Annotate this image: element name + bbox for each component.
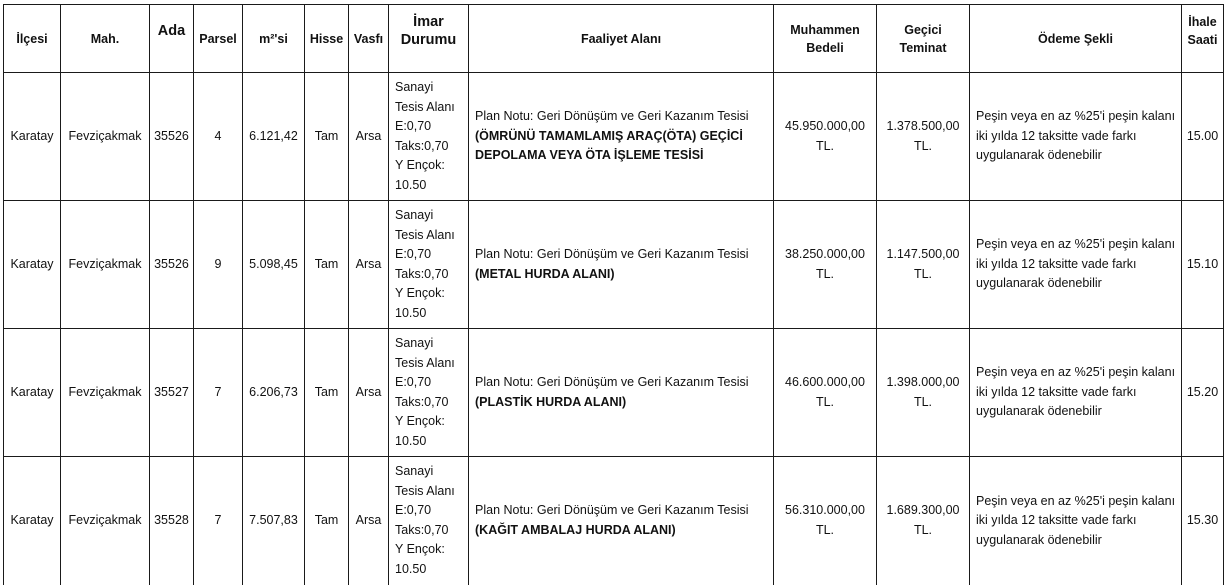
- cell-vasfi: Arsa: [349, 73, 389, 201]
- header-gecici: Geçici Teminat: [877, 5, 970, 73]
- cell-faaliyet: [469, 73, 774, 201]
- cell-muhammen: 38.250.000,00 TL.: [774, 201, 877, 329]
- cell-faaliyet: [469, 457, 774, 585]
- table-row: [4, 329, 1224, 457]
- header-mah: Mah.: [61, 5, 150, 73]
- cell-ilce: Karatay: [4, 329, 61, 457]
- cell-imar: Sanayi Tesis Alanı E:0,70 Taks:0,70 Y Ençok: 10.50: [389, 329, 469, 457]
- cell-parsel: 7: [194, 329, 243, 457]
- table-row: [4, 201, 1224, 329]
- header-row: [4, 5, 1224, 73]
- header-muhammen: Muhammen Bedeli: [774, 5, 877, 73]
- cell-gecici: 1.147.500,00 TL.: [877, 201, 970, 329]
- cell-mah: Fevziçakmak: [61, 457, 150, 585]
- cell-imar: Sanayi Tesis Alanı E:0,70 Taks:0,70 Y Ençok: 10.50: [389, 73, 469, 201]
- tender-table: [3, 4, 1224, 585]
- cell-ilce: Karatay: [4, 201, 61, 329]
- plan-note: Plan Notu: Geri Dönüşüm ve Geri Kazanım Tesisi: [475, 503, 749, 518]
- cell-parsel: 7: [194, 457, 243, 585]
- cell-ada: 35526: [150, 73, 194, 201]
- faaliyet-detail: (KAĞIT AMBALAJ HURDA ALANI): [475, 522, 676, 537]
- cell-faaliyet: [469, 329, 774, 457]
- cell-vasfi: Arsa: [349, 201, 389, 329]
- cell-odeme: Peşin veya en az %25'i peşin kalanı iki yılda 12 taksitte vade farkı uygulanarak ödenebilir: [970, 73, 1182, 201]
- cell-gecici: 1.398.000,00 TL.: [877, 329, 970, 457]
- faaliyet-detail: (METAL HURDA ALANI): [475, 266, 615, 281]
- cell-ilce: Karatay: [4, 457, 61, 585]
- header-imar: İmar Durumu: [389, 5, 469, 73]
- header-faaliyet: Faaliyet Alanı: [469, 5, 774, 73]
- faaliyet-detail: (ÖMRÜNÜ TAMAMLAMIŞ ARAÇ(ÖTA) GEÇİCİ DEPOLAMA VEYA ÖTA İŞLEME TESİSİ: [475, 128, 743, 163]
- cell-faaliyet: [469, 201, 774, 329]
- plan-note: Plan Notu: Geri Dönüşüm ve Geri Kazanım Tesisi: [475, 375, 749, 389]
- cell-hisse: Tam: [305, 201, 349, 329]
- cell-hisse: Tam: [305, 457, 349, 585]
- plan-note: Plan Notu: Geri Dönüşüm ve Geri Kazanım Tesisi: [475, 247, 749, 261]
- header-ada: Ada: [150, 5, 194, 73]
- cell-hisse: Tam: [305, 329, 349, 457]
- cell-mah: Fevziçakmak: [61, 73, 150, 201]
- cell-ilce: Karatay: [4, 73, 61, 201]
- plan-note: Plan Notu: Geri Dönüşüm ve Geri Kazanım Tesisi: [475, 109, 749, 124]
- cell-ada: 35527: [150, 329, 194, 457]
- cell-ada: 35526: [150, 201, 194, 329]
- tender-table-container: [3, 4, 1224, 585]
- header-hisse: Hisse: [305, 5, 349, 73]
- faaliyet-detail: (PLASTİK HURDA ALANI): [475, 394, 627, 409]
- cell-imar: Sanayi Tesis Alanı E:0,70 Taks:0,70 Y Ençok: 10.50: [389, 201, 469, 329]
- cell-muhammen: 46.600.000,00 TL.: [774, 329, 877, 457]
- cell-odeme: Peşin veya en az %25'i peşin kalanı iki yılda 12 taksitte vade farkı uygulanarak ödenebilir: [970, 201, 1182, 329]
- cell-mah: Fevziçakmak: [61, 329, 150, 457]
- cell-parsel: 9: [194, 201, 243, 329]
- cell-m2: 7.507,83: [243, 457, 305, 585]
- cell-saat: 15.30: [1182, 457, 1224, 585]
- header-saat: İhale Saati: [1182, 5, 1224, 73]
- header-vasfi: Vasfı: [349, 5, 389, 73]
- cell-imar: Sanayi Tesis Alanı E:0,70 Taks:0,70 Y Ençok: 10.50: [389, 457, 469, 585]
- table-row: [4, 457, 1224, 585]
- cell-parsel: 4: [194, 73, 243, 201]
- cell-gecici: 1.689.300,00 TL.: [877, 457, 970, 585]
- cell-gecici: 1.378.500,00 TL.: [877, 73, 970, 201]
- cell-odeme: Peşin veya en az %25'i peşin kalanı iki yılda 12 taksitte vade farkı uygulanarak ödenebilir: [970, 457, 1182, 585]
- header-m2: m²'si: [243, 5, 305, 73]
- cell-m2: 6.206,73: [243, 329, 305, 457]
- cell-ada: 35528: [150, 457, 194, 585]
- cell-muhammen: 56.310.000,00 TL.: [774, 457, 877, 585]
- cell-vasfi: Arsa: [349, 329, 389, 457]
- cell-mah: Fevziçakmak: [61, 201, 150, 329]
- cell-saat: 15.00: [1182, 73, 1224, 201]
- cell-saat: 15.20: [1182, 329, 1224, 457]
- table-row: [4, 73, 1224, 201]
- cell-odeme: Peşin veya en az %25'i peşin kalanı iki yılda 12 taksitte vade farkı uygulanarak ödenebilir: [970, 329, 1182, 457]
- cell-m2: 5.098,45: [243, 201, 305, 329]
- header-ilce: İlçesi: [4, 5, 61, 73]
- cell-saat: 15.10: [1182, 201, 1224, 329]
- cell-m2: 6.121,42: [243, 73, 305, 201]
- cell-hisse: Tam: [305, 73, 349, 201]
- cell-vasfi: Arsa: [349, 457, 389, 585]
- cell-muhammen: 45.950.000,00 TL.: [774, 73, 877, 201]
- header-odeme: Ödeme Şekli: [970, 5, 1182, 73]
- header-parsel: Parsel: [194, 5, 243, 73]
